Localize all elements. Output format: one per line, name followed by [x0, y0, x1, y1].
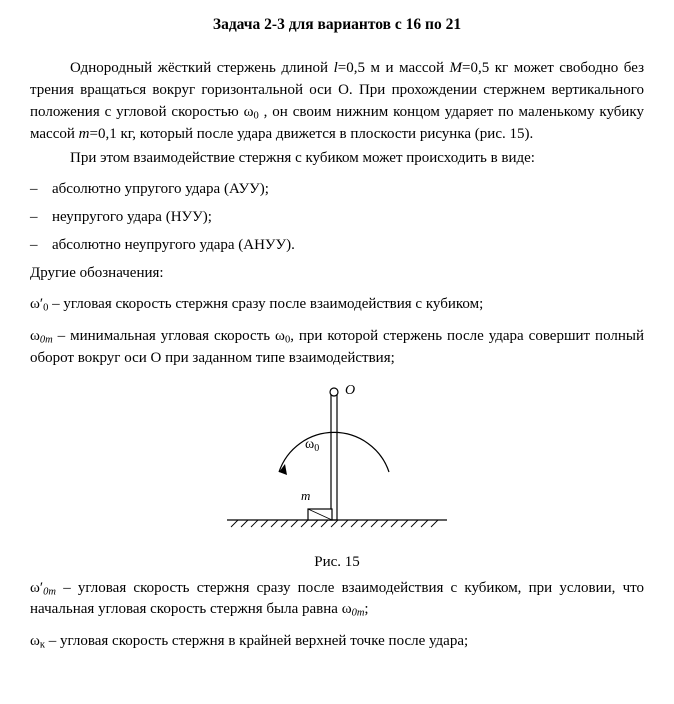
notation-symbol-omega-0m: $\omega_{0m}$ [30, 328, 53, 346]
figure-label-mass: m [301, 487, 311, 503]
list-dash: – [30, 209, 38, 226]
spacer [30, 171, 644, 179]
spacer [30, 318, 644, 326]
tail-notations [30, 578, 644, 654]
figure-drawing [207, 380, 467, 550]
list-dash: – [30, 236, 38, 253]
list-dash: – [30, 181, 38, 198]
list-item [30, 235, 644, 257]
notation-line-1 [30, 294, 644, 316]
spacer [30, 286, 644, 294]
list-item [30, 179, 644, 201]
other-notation-heading: Другие обозначения: [30, 264, 164, 281]
notation-symbol-omega-prime-0m: $\omega'_{0m}$ [30, 579, 56, 598]
notation-text-2: – минимальная угловая скорость $\omega_0$, при которой стержень после удара совершит полный оборот вокруг оси О при заданном типе взаимодействия; [30, 328, 644, 366]
figure-rod-and-cube [30, 380, 644, 574]
list-item-label: неупругого удара (НУУ); [52, 209, 212, 226]
notation-text-1: – угловая скорость стержня сразу после взаимодействия с кубиком; [52, 296, 484, 313]
paragraph-text-1: Однородный жёсткий стержень длиной l=0,5 м и массой M=0,5 кг может свободно без трения вращаться вокруг горизонтальной оси О. При прохождении стержнем вертикального положения с угловой скоростью $\omega_0$ , он своим нижним концом ударяет по маленькому кубику массой m=0,1 кг, который после удара движется в плоскости рисунка (рис. 15). [30, 60, 645, 142]
notation-symbol-omega-prime-0: $\omega'_0$ [30, 296, 49, 314]
notation-symbol-omega-k: $\omega_к$ [30, 633, 45, 651]
notation-line-2 [30, 326, 644, 370]
notation-line-4 [30, 631, 644, 653]
ground-hatching [231, 520, 438, 527]
paragraph-interaction-intro: При этом взаимодействие стержня с кубиком может происходить в виде: [70, 149, 535, 166]
figure-caption: Рис. 15 [314, 553, 360, 570]
list-item-label: абсолютно упругого удара (АУУ); [52, 181, 269, 198]
notation-text-4: – угловая скорость стержня в крайней верхней точке после удара; [48, 633, 469, 650]
figure-label-axis: О [345, 382, 356, 398]
paragraph-problem-statement [30, 58, 644, 145]
notation-text-3: – угловая скорость стержня сразу после взаимодействия с кубиком, при условии, что начальная угловая скорость стержня была равна $\omega_{0m}$; [30, 579, 644, 619]
page-title: Задача 2-3 для вариантов с 16 по 21 [212, 16, 462, 33]
pivot-axis-icon [330, 388, 338, 396]
list-item-label: абсолютно неупругого удара (АНУУ). [52, 236, 295, 253]
list-item [30, 207, 644, 229]
notation-line-3 [30, 578, 644, 622]
rod-shape [331, 392, 337, 520]
figure-label-omega: $\omega_0$ [305, 436, 320, 454]
